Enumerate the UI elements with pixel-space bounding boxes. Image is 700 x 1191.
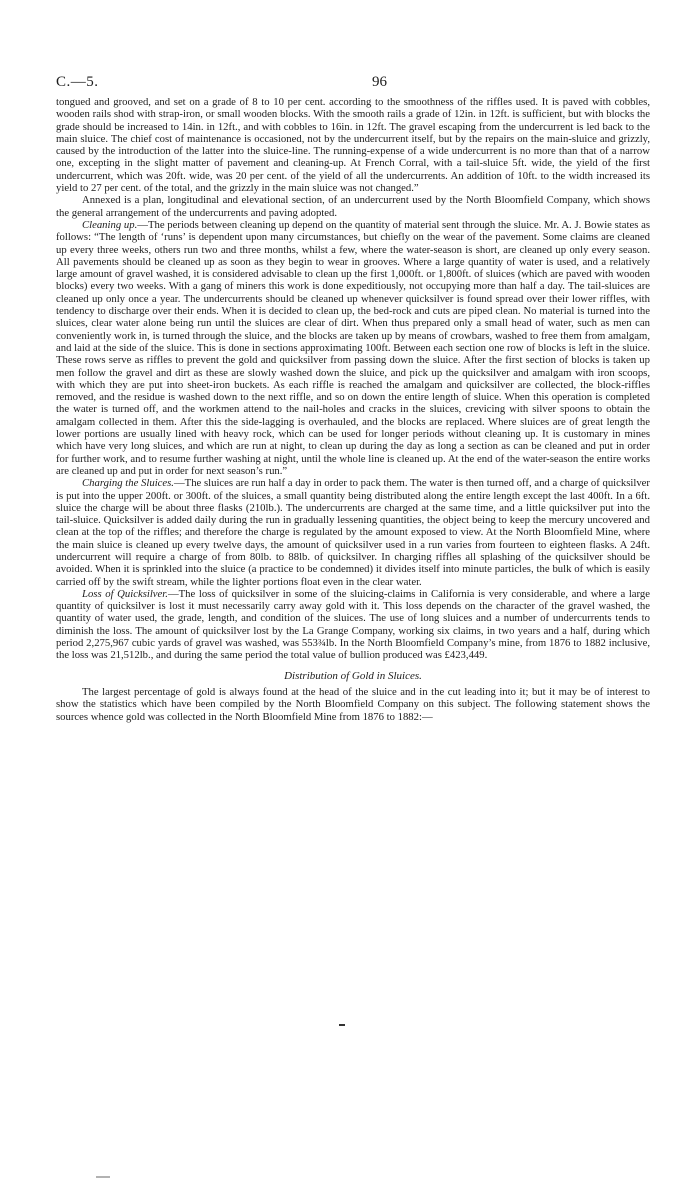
paragraph-charging-sluices xyxy=(56,477,650,588)
cleaning-up-text: —The periods between cleaning up depend on the quantity of material sent through the sluice. Mr. A. J. Bowie states as follows: “The length of ‘runs’ is dependent upon many circumstances, but chiefly on the wear of the pavement. Some claims are cleaned up every three weeks, others run two and three months, whilst a few, where the water-season is short, are cleaned up only every season. All pavements should be cleaned up as soon as they begin to wear in grooves. Where a large quantity of water is used, and a relatively large amount of gravel washed, it is considered advisable to clean up the first 1,000ft. or 1,800ft. of sluices (which are paved with wooden blocks) every two weeks. With a gang of miners this work is done expeditiously, not occupying more than half a day. The tail-sluices are cleaned up only once a year. The undercurrents should be cleaned up whenever quicksilver is found spread over their lower riffles, with tendency to discharge over their ends. When it is decided to clean up, the bed-rock and cuts are piped clean. No material is turned into the sluices, clear water alone being run until the sluices are clear of dirt. When thus prepared only a small head of water, such as men can conveniently work in, is turned through the sluice, and the blocks are taken up by means of crowbars, washed to free them from amalgam, and laid at the side of the sluice. This is done in sections approximating 100ft. Between each section one row of blocks is left in the sluice. These rows serve as riffles to prevent the gold and quicksilver from passing down the sluice. After the first section of blocks is taken up men follow the gravel and dirt as these are slowly washed down the sluice, and pick up the quicksilver and amalgam with iron scoops, with which they are put into sheet-iron buckets. As each riffle is reached the amalgam and quicksilver are collected, the block-riffles removed, and the residue is washed down to the next riffle, and so on down the entire length of sluice. When this operation is completed the water is turned off, and the workmen attend to the nail-holes and cracks in the sluices, crevicing with silver spoons to obtain the amalgam collected in them. After this the side-lagging is overhauled, and the blocks are replaced. Where sluices are of great length the lower portions are usually lined with heavy rock, which can be used for longer periods without cleaning up. It is customary in mines which have very long sluices, and which are run at night, to clean up during the day as long a section as can be cleaned and put in order for further work, and to resume further washing at night, until the whole line is cleaned up. At the end of the water-season the entire works are cleaned up and put in order for next season’s run.” xyxy=(56,218,650,477)
page-end-dash xyxy=(339,1024,345,1026)
paragraph-undercurrent-continued: tongued and grooved, and set on a grade of 8 to 10 per cent. according to the smoothness of the riffles used. It is paved with cobbles, wooden rails shod with strap-iron, or small wooden blocks. With the smooth rails a grade of 12in. in 12ft. is sufficient, but with blocks the grade should be increased to 14in. in 12ft., and with cobbles to 16in. in 12ft. The gravel escaping from the undercurrent is led back to the main sluice. The chief cost of maintenance is occasioned, not by the undercurrent itself, but by the repairs on the main-sluice and grizzly, caused by the introduction of the latter into the sluice-line. The running-expense of a wide undercurrent is no more than that of a narrow one, excepting in the slight matter of pavement and cleaning-up. At French Corral, with a tail-sluice 5ft. wide, the yield of the first undercurrent, which was 20ft. wide, was 20 per cent. of the yield of all the undercurrents. An addition of 10ft. to the width increased its yield to 27 per cent. of the total, and the grizzly in the main sluice was not changed.” xyxy=(56,96,650,195)
charging-sluices-text: —The sluices are run half a day in order to pack them. The water is then turned off, and a charge of quicksilver is put into the upper 200ft. or 300ft. of the sluices, a small quantity being distributed along the entire length except the last 400ft. In a 6ft. sluice the charge will be about three flasks (210lb.). The undercurrents are charged at the same time, and a little quicksilver put into the tail-sluice. Quicksilver is added daily during the run in gradually lessening quantities, the object being to keep the mercury uncovered and clean at the top of the riffles; and therefore the charge is regulated by the amount exposed to view. At the North Bloomfield Mine, where the main sluice is cleaned up every twelve days, the amount of quicksilver used in a run varies from fourteen to eighteen flasks. A 24ft. undercurrent will require a charge of from 80lb. to 88lb. of quicksilver. In charging riffles all splashing of the quicksilver should be avoided. When it is sprinkled into the sluice (a practice to be condemned) it divides itself into minute particles, the bulk of which is easily carried off by the swift stream, while the lighter portions float even in the clear water. xyxy=(56,477,650,588)
paragraph-distribution-of-gold: The largest percentage of gold is always found at the head of the sluice and in the cut leading into it; but it may be of interest to show the statistics which have been compiled by the North Bloomfield Company on this subject. The following statement shows the sources whence gold was collected in the North Bloomfield Mine from 1876 to 1882:— xyxy=(56,685,650,723)
paragraph-loss-of-quicksilver xyxy=(56,588,650,662)
loss-of-quicksilver-text: —The loss of quicksilver in some of the sluicing-claims in California is very considerable, and where a large quantity of quicksilver is lost it must necessarily carry away gold with it. This loss depends on the character of the gravel washed, the quantity of water used, the grade, length, and condition of the sluices. The use of long sluices and a number of undercurrents tends to diminish the loss. The amount of quicksilver lost by the La Grange Company, working six claims, in two years and a half, during which period 2,275,967 cubic yards of gravel was washed, was 553¾lb. In the North Bloomfield Company’s mine, from 1876 to 1882 inclusive, the loss was 21,512lb., and during the same period the total value of bullion produced was £423,449. xyxy=(56,587,650,662)
page-number: 96 xyxy=(372,74,387,90)
cleaning-up-heading: Cleaning up. xyxy=(82,218,138,231)
paragraph-cleaning-up xyxy=(56,219,650,477)
page-header xyxy=(56,74,650,94)
section-title-distribution-of-gold: Distribution of Gold in Sluices. xyxy=(284,669,422,682)
scan-specks xyxy=(96,1176,110,1178)
paragraph-annexed-plan: Annexed is a plan, longitudinal and elevational section, of an undercurrent used by the North Bloomfield Company, which shows the general arrangement of the undercurrents and paving adopted. xyxy=(56,194,650,219)
document-body xyxy=(56,96,650,723)
charging-sluices-heading: Charging the Sluices. xyxy=(82,477,174,490)
loss-of-quicksilver-heading: Loss of Quicksilver. xyxy=(82,587,168,600)
document-reference: C.—5. xyxy=(56,74,99,90)
